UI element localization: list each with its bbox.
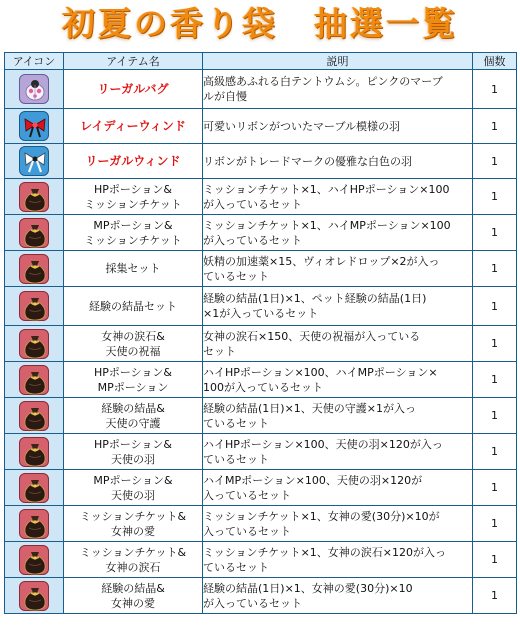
item-description [203,215,473,251]
pouch-icon [19,437,49,467]
icon-cell [5,109,64,144]
item-name-line: 経験の結晶& [101,581,165,595]
table-header-row [5,53,517,70]
item-name [64,398,203,434]
table-row [5,287,517,326]
pouch-icon [19,329,49,359]
table-row [5,179,517,215]
item-name-line: 女神の愛 [111,524,155,538]
description-line: ミッションチケット×1、女神の涙石×120が入っ [203,545,446,559]
header-count: 個数 [473,53,517,70]
item-name-line: MPポーション [97,380,169,394]
item-description [203,398,473,434]
item-description [203,506,473,542]
red-ribbon-wings-icon [19,111,49,141]
item-description [203,251,473,287]
item-count: 1 [473,70,517,109]
item-count: 1 [473,326,517,362]
table-row [5,506,517,542]
description-line: ているセット [203,269,269,283]
pouch-icon [19,365,49,395]
description-line: ているセット [203,452,269,466]
item-name-line: ミッションチケット [84,197,182,211]
item-name [64,470,203,506]
description-line: ハイHPポーション×100、天使の羽×120が入っ [203,437,443,451]
description-line: が入っているセット [203,197,302,211]
item-name [64,179,203,215]
description-line: ルが自慢 [203,90,247,103]
table-row [5,215,517,251]
icon-cell [5,144,64,179]
item-name [64,542,203,578]
item-count: 1 [473,109,517,144]
item-name-line: 女神の愛 [111,596,155,610]
item-name-line: 女神の涙石& [101,329,165,343]
item-description [203,287,473,326]
icon-cell [5,506,64,542]
table-row [5,470,517,506]
table-row [5,251,517,287]
item-name-line: 女神の涙石 [105,560,161,574]
item-description [203,542,473,578]
pouch-icon [19,473,49,503]
item-count: 1 [473,251,517,287]
item-name-line: 天使の祝福 [105,344,161,358]
item-name-line: 経験の結晶セット [89,299,177,313]
table-row [5,542,517,578]
icon-cell [5,362,64,398]
table-row [5,578,517,614]
description-line: ているセット [203,416,269,430]
description-line: 可愛いリボンがついたマーブル模様の羽 [203,119,401,133]
item-count: 1 [473,179,517,215]
pouch-icon [19,182,49,212]
item-count: 1 [473,470,517,506]
description-line: ミッションチケット×1、ハイMPポーション×100 [203,218,451,232]
pouch-icon [19,545,49,575]
icon-cell [5,70,64,109]
item-description [203,434,473,470]
item-description [203,326,473,362]
description-line: 入っているセット [203,524,291,538]
description-line: が入っているセット [203,596,302,610]
description-line: ミッションチケット×1、女神の愛(30分)×10が [203,509,440,523]
icon-cell [5,287,64,326]
description-line: セット [203,344,236,358]
icon-cell [5,179,64,215]
pouch-icon [19,581,49,611]
icon-cell [5,578,64,614]
header-item-name: アイテム名 [64,53,203,70]
item-description [203,470,473,506]
item-name-line: ミッションチケット [84,233,182,247]
white-ribbon-wings-icon [19,146,49,176]
item-count: 1 [473,362,517,398]
description-line: 高級感あふれる白テントウムシ。ピンクのマーブ [203,75,443,88]
item-description [203,578,473,614]
pouch-icon [19,401,49,431]
item-count: 1 [473,434,517,470]
item-name-line: リーガルバグ [97,81,169,96]
item-name [64,362,203,398]
table-row [5,326,517,362]
item-count: 1 [473,398,517,434]
item-name-line: 採集セット [105,262,161,275]
description-line: ているセット [203,560,269,574]
item-name-line: 天使の守護 [105,416,161,430]
icon-cell [5,251,64,287]
icon-cell [5,542,64,578]
item-name [64,109,203,144]
item-name-line: 経験の結晶& [101,401,165,415]
description-line: ミッションチケット×1、ハイHPポーション×100 [203,182,450,196]
ladybug-icon [19,74,49,104]
item-description [203,144,473,179]
item-name [64,326,203,362]
item-count: 1 [473,287,517,326]
icon-cell [5,398,64,434]
header-description: 説明 [203,53,473,70]
item-name-line: 天使の羽 [111,488,155,502]
item-name [64,578,203,614]
description-line: 100が入っているセット [203,380,323,394]
item-name [64,287,203,326]
item-name [64,144,203,179]
description-line: 女神の涙石×150、天使の祝福が入っている [203,329,421,343]
pouch-icon [19,291,49,321]
item-name-line: ミッションチケット& [79,545,187,559]
item-name [64,215,203,251]
pouch-icon [19,254,49,284]
item-name-line: レイディーウィンド [80,118,186,133]
lottery-table [4,52,517,614]
item-description [203,70,473,109]
item-name-line: HPポーション& [93,365,173,379]
item-name-line: HPポーション& [93,182,173,196]
table-row [5,362,517,398]
item-name [64,434,203,470]
item-count: 1 [473,578,517,614]
item-description [203,362,473,398]
description-line: 経験の結晶(1日)×1、ペット経験の結晶(1日) [203,292,427,305]
description-line: が入っているセット [203,233,302,247]
table-row [5,144,517,179]
item-name-line: MPポーション& [93,473,173,487]
item-name-line: ミッションチケット& [79,509,187,523]
item-name [64,506,203,542]
table-row [5,434,517,470]
table-row [5,398,517,434]
icon-cell [5,215,64,251]
item-count: 1 [473,542,517,578]
description-line: 経験の結晶(1日)×1、女神の愛(30分)×10 [203,581,413,595]
pouch-icon [19,509,49,539]
item-count: 1 [473,215,517,251]
item-name-line: HPポーション& [93,437,173,451]
item-description [203,109,473,144]
item-name [64,251,203,287]
table-row [5,109,517,144]
item-count: 1 [473,506,517,542]
description-line: ハイHPポーション×100、ハイMPポーション× [203,365,438,379]
header-icon: アイコン [5,53,64,70]
description-line: リボンがトレードマークの優雅な白色の羽 [203,154,412,168]
item-name-line: リーガルウィンド [85,153,181,168]
description-line: 入っているセット [203,488,291,502]
icon-cell [5,470,64,506]
item-count: 1 [473,144,517,179]
pouch-icon [19,218,49,248]
item-name [64,70,203,109]
description-line: ハイMPポーション×100、天使の羽×120が [203,473,423,487]
item-name-line: 天使の羽 [111,452,155,466]
item-description [203,179,473,215]
table-row [5,70,517,109]
icon-cell [5,326,64,362]
page-title: 初夏の香り袋 抽選一覧 [62,4,458,43]
description-line: 妖精の加速薬×15、ヴィオレドロップ×2が入っ [203,254,440,268]
description-line: 経験の結晶(1日)×1、天使の守護×1が入っ [203,401,417,415]
icon-cell [5,434,64,470]
item-name-line: MPポーション& [93,218,173,232]
description-line: ×1が入っているセット [203,307,319,320]
